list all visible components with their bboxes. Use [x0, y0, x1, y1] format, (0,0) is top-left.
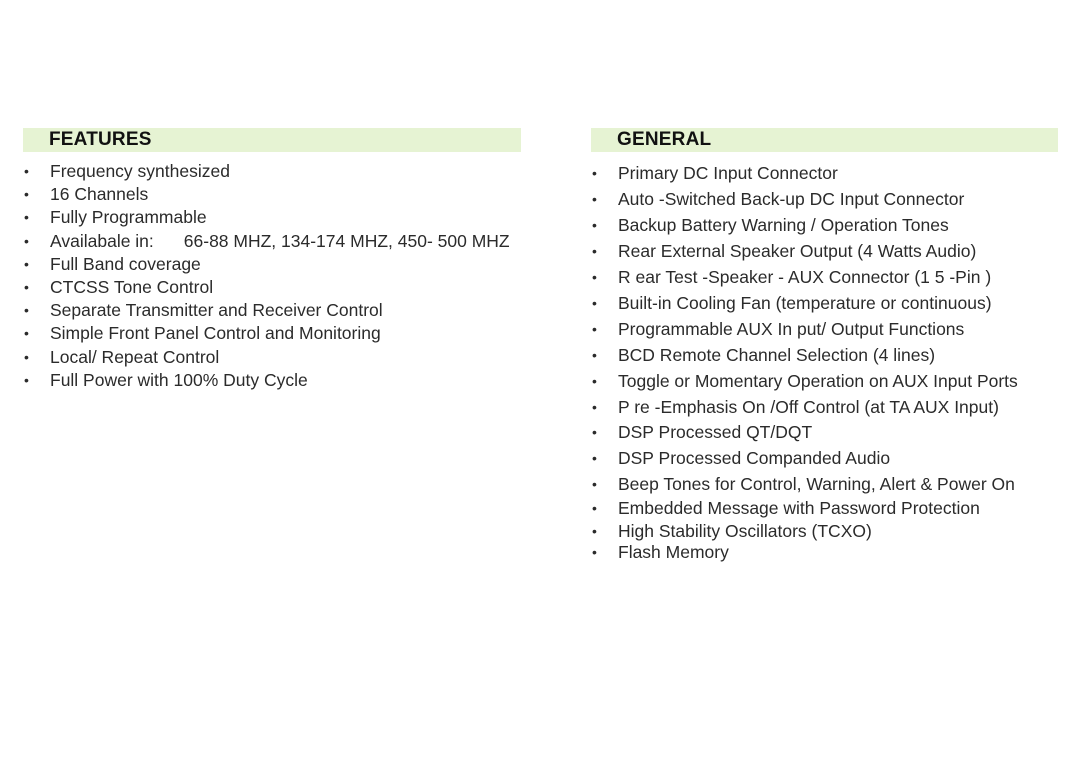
general-list [591, 162, 1058, 563]
list-item: • Simple Front Panel Control and Monitoring [23, 322, 521, 345]
list-item: • Backup Battery Warning / Operation Tones [592, 215, 949, 235]
bullet-icon: • [24, 186, 29, 203]
list-item: • CTCSS Tone Control [23, 276, 521, 299]
list-item: • Primary DC Input Connector [592, 163, 838, 183]
bullet-icon: • [592, 399, 597, 415]
bullet-icon: • [592, 321, 597, 337]
bullet-icon: • [592, 500, 597, 516]
list-item: • Embedded Message with Password Protection [592, 498, 980, 518]
features-section [23, 128, 521, 392]
list-item: • Fully Programmable [23, 206, 521, 229]
list-item: • R ear Test -Speaker - AUX Connector (1 5 -Pin ) [592, 267, 992, 287]
bullet-icon: • [24, 348, 29, 365]
bullet-icon: • [24, 255, 29, 272]
bullet-icon: • [592, 450, 597, 466]
bullet-icon: • [24, 325, 29, 342]
list-item: • Flash Memory [592, 542, 729, 562]
list-item: • Toggle or Momentary Operation on AUX Input Ports [592, 371, 1018, 391]
list-item: • Built-in Cooling Fan (temperature or continuous) [592, 293, 992, 313]
bullet-icon: • [592, 476, 597, 492]
bullet-icon: • [592, 269, 597, 285]
list-item: • Rear External Speaker Output (4 Watts Audio) [592, 241, 977, 261]
list-item: • Auto -Switched Back-up DC Input Connector [592, 189, 965, 209]
bullet-icon: • [592, 523, 597, 539]
list-item: • Programmable AUX In put/ Output Functions [592, 319, 965, 339]
bullet-icon: • [592, 295, 597, 311]
bullet-icon: • [592, 217, 597, 233]
list-item: • Local/ Repeat Control [23, 346, 521, 369]
bullet-icon: • [592, 165, 597, 181]
bullet-icon: • [592, 243, 597, 259]
list-item [23, 230, 521, 253]
features-list [23, 160, 521, 392]
bullet-icon: • [24, 163, 29, 179]
list-item: • DSP Processed Companded Audio [592, 448, 891, 468]
bullet-icon: • [592, 424, 597, 440]
list-item: • Frequency synthesized [23, 160, 521, 183]
bullet-icon: • [24, 302, 29, 319]
bullet-icon: • [592, 373, 597, 389]
bullet-icon: • [24, 371, 29, 388]
bullet-icon: • [24, 232, 29, 249]
list-item: • High Stability Oscillators (TCXO) [592, 521, 872, 541]
bullet-icon: • [592, 347, 597, 363]
list-item: • BCD Remote Channel Selection (4 lines) [592, 345, 936, 365]
availability-label: Availabale in: [50, 230, 154, 251]
general-section [591, 128, 1058, 563]
bullet-icon: • [592, 191, 597, 207]
list-item: • P re -Emphasis On /Off Control (at TA AUX Input) [592, 397, 999, 417]
bullet-icon: • [24, 209, 29, 226]
bullet-icon: • [592, 544, 597, 560]
general-heading: GENERAL [591, 128, 1058, 152]
list-item: • Full Band coverage [23, 253, 521, 276]
list-item: • Beep Tones for Control, Warning, Alert & Power On [592, 474, 1015, 494]
list-item: • 16 Channels [23, 183, 521, 206]
features-heading: FEATURES [23, 128, 521, 152]
availability-ranges: 66-88 MHZ, 134-174 MHZ, 450- 500 MHZ [183, 230, 510, 251]
list-item: • Separate Transmitter and Receiver Control [23, 299, 521, 322]
list-item: • DSP Processed QT/DQT [592, 422, 813, 442]
list-item: • Full Power with 100% Duty Cycle [23, 369, 521, 392]
bullet-icon: • [24, 278, 29, 295]
